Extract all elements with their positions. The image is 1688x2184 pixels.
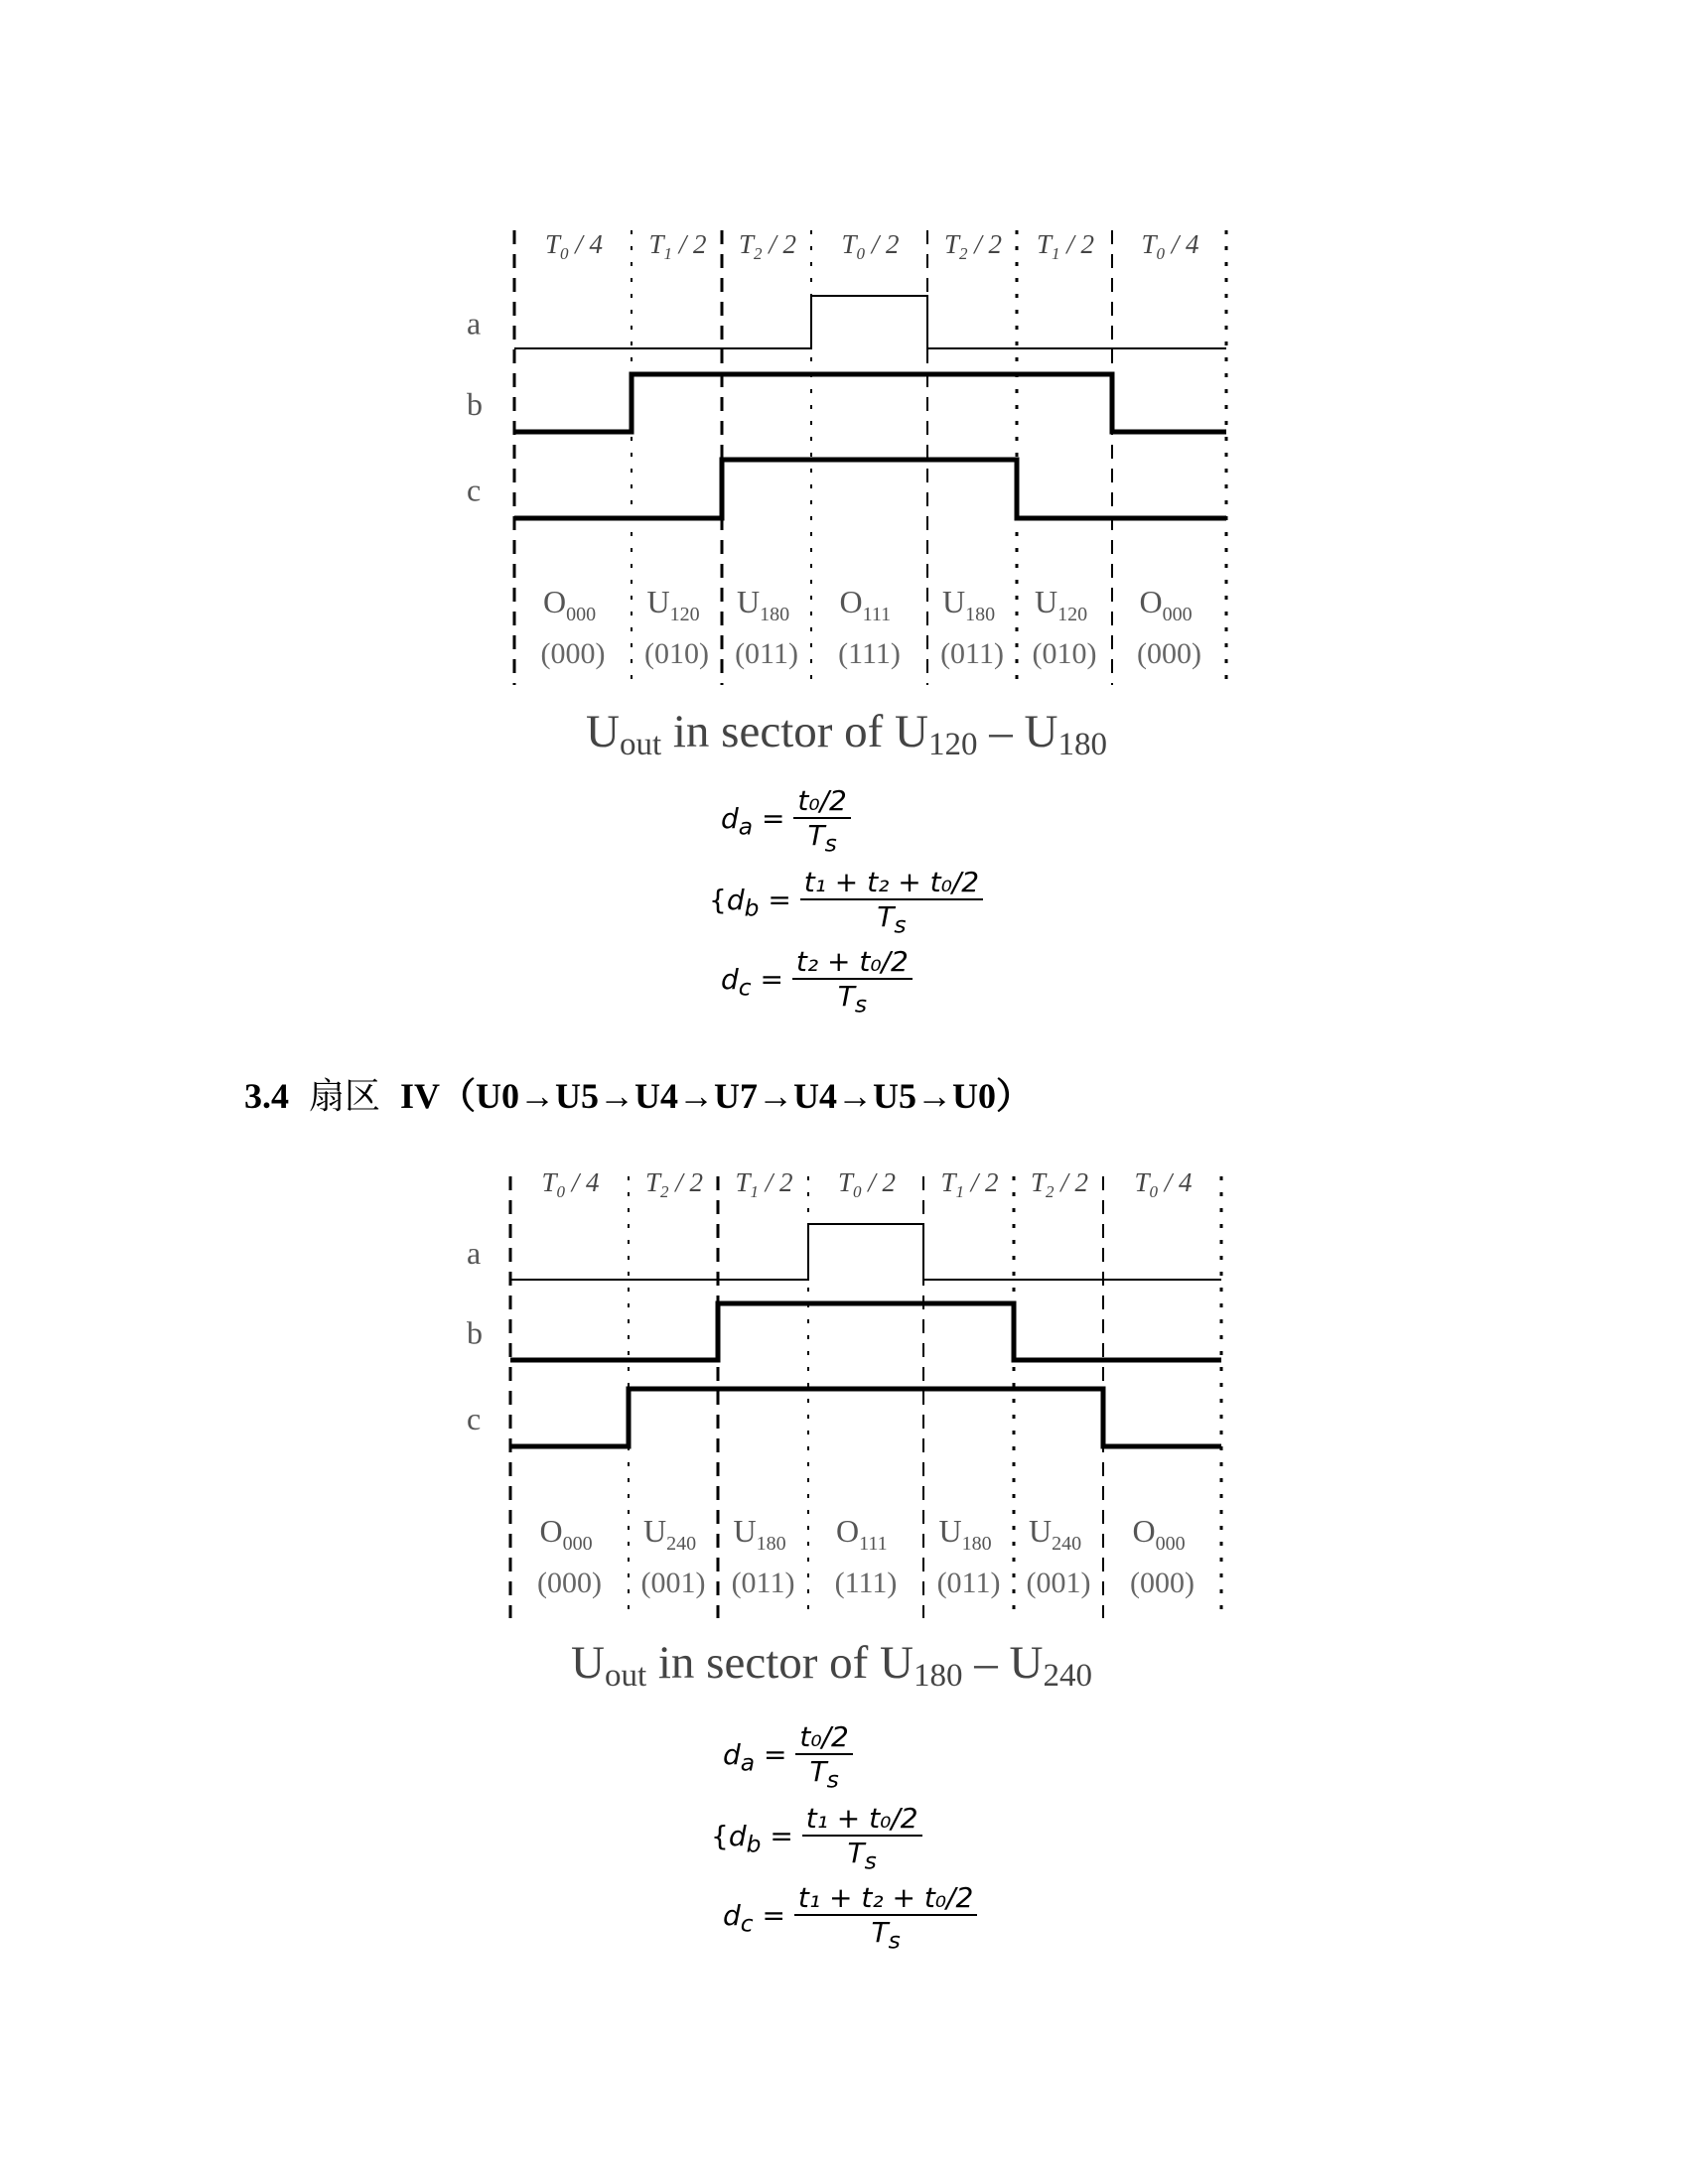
section-heading: 3.4 扇区 IV（U0→U5→U4→U7→U4→U5→U0） xyxy=(244,1076,1033,1117)
state-bits: (000) xyxy=(1137,637,1201,670)
signal-label: b xyxy=(467,386,483,422)
interval-label: $T_1 / 2$ xyxy=(735,1167,793,1201)
state-bits: (000) xyxy=(540,637,606,670)
duty-cycle-equations-2 xyxy=(711,1720,995,1969)
interval-label: $T_0 / 4$ xyxy=(1141,229,1199,263)
interval-label: $T_0 / 4$ xyxy=(1134,1167,1193,1201)
vector-label: $O_{111}$ xyxy=(836,1513,888,1555)
interval-label: $T_0 / 2$ xyxy=(841,229,900,263)
state-bits: (000) xyxy=(537,1567,602,1599)
vector-label: $U_{120}$ xyxy=(646,584,700,625)
signal-waveform-b xyxy=(514,374,1226,432)
vector-label: $U_{180}$ xyxy=(733,1513,786,1555)
interval-label: $T_1 / 2$ xyxy=(940,1167,999,1201)
interval-label: $T_0 / 2$ xyxy=(838,1167,897,1201)
vector-label: $U_{240}$ xyxy=(1029,1513,1082,1555)
state-bits: (000) xyxy=(1130,1567,1195,1599)
state-bits: (111) xyxy=(834,1567,898,1599)
interval-label: $T_2 / 2$ xyxy=(739,229,797,263)
signal-waveform-b xyxy=(510,1303,1221,1360)
state-bits: (111) xyxy=(838,637,901,670)
signal-waveform-a xyxy=(514,296,1226,348)
interval-label: $T_2 / 2$ xyxy=(1031,1167,1089,1201)
signal-label: a xyxy=(467,1235,482,1271)
interval-label: $T_0 / 4$ xyxy=(545,229,604,263)
signal-waveform-a xyxy=(510,1224,1221,1280)
equation-db: {$d_b$ = $\frac{\text{t₁ + t₂ + t₀/2}}{T_s}$ xyxy=(709,866,983,939)
signal-label: c xyxy=(467,472,482,508)
duty-cycle-equations-1 xyxy=(709,784,993,1032)
signal-label: c xyxy=(467,1401,482,1436)
state-bits: (011) xyxy=(731,1567,795,1599)
signal-waveform-c xyxy=(510,1389,1221,1446)
vector-label: $O_{000}$ xyxy=(543,584,597,625)
timing-diagram-sector-3 xyxy=(0,199,1688,774)
signal-waveform-c xyxy=(514,460,1226,518)
signal-label: a xyxy=(467,305,482,341)
vector-label: $O_{000}$ xyxy=(1132,1513,1186,1555)
equation-dc: $d_c$ = $\frac{\text{t₂ + t₀/2}}{T_s}$ xyxy=(715,945,913,1019)
vector-label: $U_{180}$ xyxy=(737,584,790,625)
vector-label: $U_{120}$ xyxy=(1035,584,1088,625)
vector-label: $O_{000}$ xyxy=(539,1513,593,1555)
state-bits: (011) xyxy=(735,637,798,670)
state-bits: (001) xyxy=(640,1567,706,1599)
state-bits: (001) xyxy=(1026,1567,1091,1599)
state-bits: (011) xyxy=(936,1567,1001,1599)
interval-label: $T_1 / 2$ xyxy=(1037,229,1095,263)
timing-diagram-sector-4 xyxy=(0,1161,1688,1707)
vector-label: $U_{180}$ xyxy=(938,1513,992,1555)
state-bits: (010) xyxy=(1032,637,1097,670)
vector-label: $O_{000}$ xyxy=(1139,584,1193,625)
vector-label: $U_{180}$ xyxy=(942,584,996,625)
diagram-caption: Uout in sector of U180 – U240 xyxy=(571,1637,1092,1694)
interval-label: $T_2 / 2$ xyxy=(944,229,1003,263)
vector-label: $U_{240}$ xyxy=(643,1513,697,1555)
vector-label: $O_{111}$ xyxy=(839,584,892,625)
equation-dc: $d_c$ = $\frac{\text{t₁ + t₂ + t₀/2}}{T_s}$ xyxy=(717,1881,977,1955)
interval-label: $T_0 / 4$ xyxy=(541,1167,600,1201)
diagram-caption: Uout in sector of U120 – U180 xyxy=(586,706,1107,762)
equation-db: {$d_b$ = $\frac{\text{t₁ + t₀/2}}{T_s}$ xyxy=(711,1802,922,1875)
equation-da: $d_a$ = $\frac{\text{t₀/2}}{T_s}$ xyxy=(717,1720,853,1794)
signal-label: b xyxy=(467,1314,483,1351)
state-bits: (011) xyxy=(940,637,1004,670)
state-bits: (010) xyxy=(644,637,709,670)
interval-label: $T_2 / 2$ xyxy=(645,1167,704,1201)
equation-da: $d_a$ = $\frac{\text{t₀/2}}{T_s}$ xyxy=(715,784,851,858)
interval-label: $T_1 / 2$ xyxy=(648,229,707,263)
